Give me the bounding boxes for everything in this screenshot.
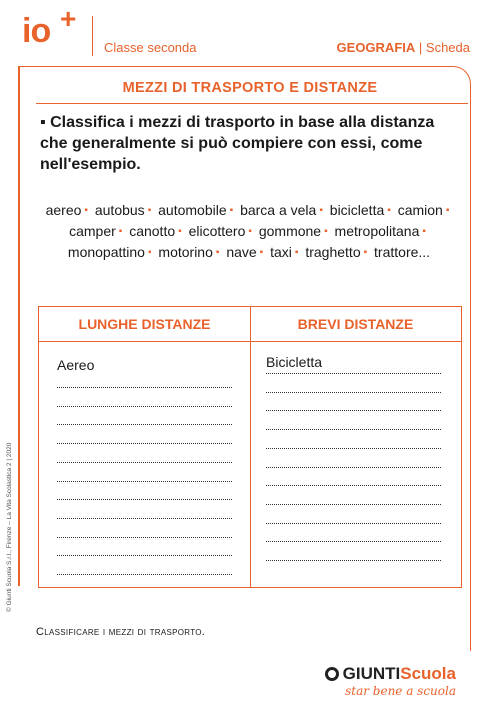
- answer-line-short[interactable]: [266, 373, 441, 374]
- word-separator-icon: ▪: [445, 205, 450, 216]
- class-label: Classe seconda: [104, 40, 197, 55]
- answer-line-long[interactable]: [57, 481, 232, 482]
- word-separator-icon: ▪: [178, 226, 182, 237]
- answer-line-short[interactable]: [266, 485, 441, 486]
- header-long-distances: LUNGHE DISTANZE: [78, 316, 211, 332]
- word-item: traghetto: [305, 244, 361, 260]
- logo: [22, 3, 76, 50]
- answer-line-short[interactable]: [266, 392, 441, 393]
- word-item: monopattino: [67, 244, 145, 260]
- answer-line-long[interactable]: [57, 555, 232, 556]
- answer-line-long[interactable]: [57, 537, 232, 538]
- caption: Classificare i mezzi di trasporto.: [36, 626, 206, 638]
- word-separator-icon: ▪: [324, 226, 328, 237]
- header-short-distances: BREVI DISTANZE: [297, 316, 414, 332]
- word-item: nave: [226, 244, 257, 260]
- word-item: camion: [397, 202, 443, 218]
- word-item: taxi: [270, 244, 292, 260]
- answer-line-long[interactable]: [57, 387, 232, 388]
- brand-main: GIUNTI: [342, 664, 401, 683]
- subject-label: [337, 40, 470, 55]
- word-item: aereo: [45, 202, 82, 218]
- word-separator-icon: ▪: [422, 226, 426, 237]
- header-divider: [92, 16, 93, 56]
- side-credit: © Giunti Scuola S.r.l., Firenze – La Vita Scolastica 2 | 2020: [6, 442, 13, 612]
- logo-plus: +: [60, 3, 76, 34]
- word-item: elicottero: [188, 223, 246, 239]
- word-item: trattore...: [374, 244, 431, 260]
- answer-line-long[interactable]: [57, 518, 232, 519]
- subject-separator: |: [418, 40, 423, 55]
- word-item: gommone: [258, 223, 322, 239]
- answer-line-short[interactable]: [266, 410, 441, 411]
- word-separator-icon: ▪: [319, 205, 323, 216]
- word-item: canotto: [129, 223, 176, 239]
- word-separator-icon: ▪: [84, 205, 88, 216]
- answer-line-short[interactable]: [266, 560, 441, 561]
- subject-name: GEOGRAFIA: [336, 40, 416, 55]
- word-separator-icon: ▪: [387, 205, 391, 216]
- publisher-logo: [325, 664, 456, 684]
- answer-line-long[interactable]: [57, 443, 232, 444]
- answer-line-long[interactable]: [57, 424, 232, 425]
- word-separator-icon: ▪: [259, 247, 264, 258]
- example-long: Aereo: [57, 357, 95, 373]
- card-left-border: [18, 66, 20, 586]
- column-divider: [250, 307, 251, 587]
- brand-accent: Scuola: [400, 664, 456, 683]
- word-separator-icon: ▪: [147, 205, 152, 216]
- answer-line-short[interactable]: [266, 523, 441, 524]
- answer-line-short[interactable]: [266, 429, 441, 430]
- word-separator-icon: ▪: [215, 247, 220, 258]
- instruction-text: ▪ Classifica i mezzi di trasporto in base alla distanza che generalmente si può compiere con essi, come nell'esempio.: [40, 114, 435, 173]
- g-logo-icon: [325, 667, 339, 681]
- answer-line-long[interactable]: [57, 574, 232, 575]
- publisher-tagline: star bene a scuola: [345, 684, 456, 698]
- worksheet-title: MEZZI DI TRASPORTO E DISTANZE: [122, 80, 378, 96]
- word-bank: [44, 200, 454, 263]
- word-item: camper: [69, 223, 116, 239]
- answer-line-long[interactable]: [57, 462, 232, 463]
- word-separator-icon: ▪: [229, 205, 234, 216]
- word-item: automobile: [158, 202, 227, 218]
- word-item: barca a vela: [240, 202, 317, 218]
- sheet-label: Scheda: [425, 40, 470, 55]
- answer-line-long[interactable]: [57, 406, 232, 407]
- answer-line-short[interactable]: [266, 541, 441, 542]
- word-separator-icon: ▪: [118, 226, 123, 237]
- word-item: autobus: [94, 202, 145, 218]
- answer-line-short[interactable]: [266, 504, 441, 505]
- word-item: metropolitana: [334, 223, 420, 239]
- word-item: motorino: [158, 244, 213, 260]
- word-item: bicicletta: [329, 202, 385, 218]
- classification-table: [38, 306, 462, 588]
- answer-line-short[interactable]: [266, 448, 441, 449]
- answer-line-long[interactable]: [57, 499, 232, 500]
- word-separator-icon: ▪: [147, 247, 152, 258]
- logo-text: io: [22, 12, 51, 50]
- example-short: Bicicletta: [266, 354, 323, 370]
- title-rule: [36, 103, 468, 104]
- word-separator-icon: ▪: [248, 226, 252, 237]
- word-separator-icon: ▪: [294, 247, 299, 258]
- word-separator-icon: ▪: [363, 247, 368, 258]
- answer-line-short[interactable]: [266, 467, 441, 468]
